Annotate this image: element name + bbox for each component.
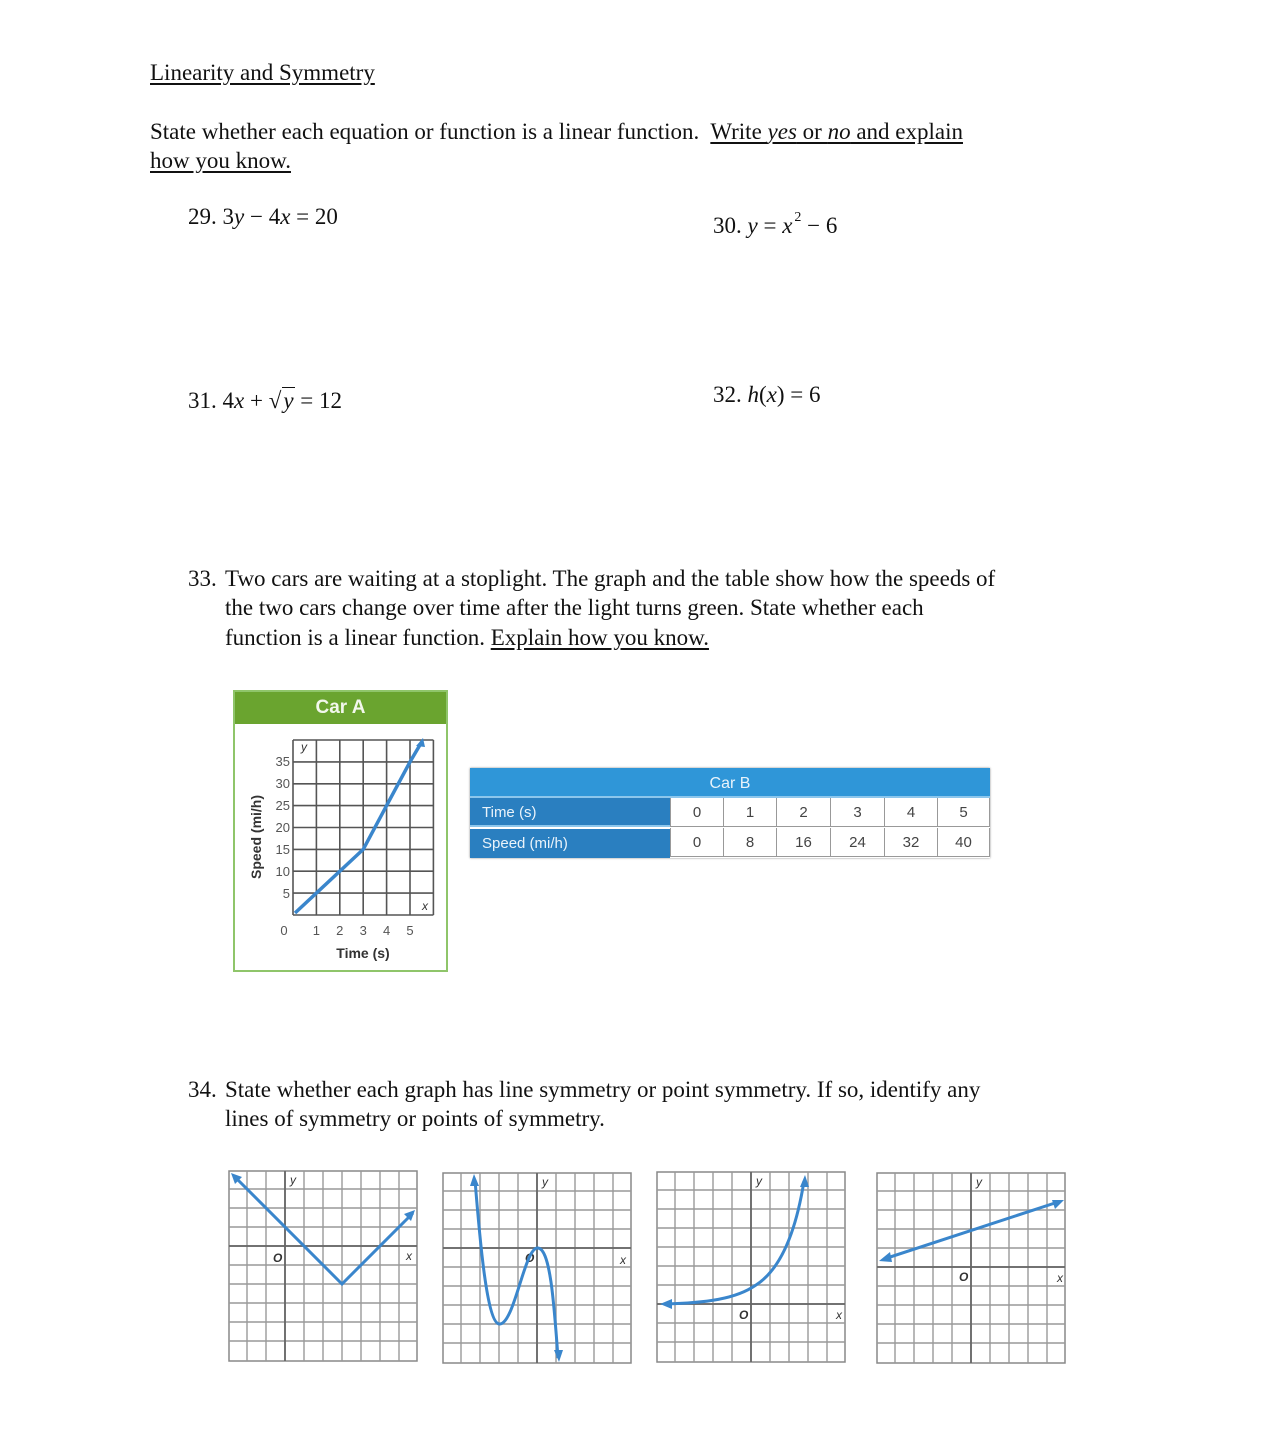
svg-text:25: 25: [275, 798, 290, 813]
svg-text:x: x: [406, 1249, 412, 1263]
instructions-line-1: [150, 117, 963, 146]
symmetry-graph-2: [442, 1172, 632, 1364]
table-cell: 4: [884, 798, 937, 827]
problem-31: 31. 4x + √y = 12: [188, 388, 343, 413]
problem-30: 30. y = x $^2$ − 6: [713, 210, 838, 238]
svg-text:O: O: [739, 1308, 749, 1322]
car-b-title: Car B: [470, 768, 990, 798]
table-cell: 0: [670, 828, 723, 857]
instructions-lead: State whether each equation or function is a linear function.: [150, 119, 700, 144]
symmetry-graph-1: [228, 1170, 418, 1362]
svg-text:3: 3: [359, 923, 367, 938]
problem-34-line-2: lines of symmetry or points of symmetry.: [225, 1106, 605, 1131]
problem-33-number: 33.: [188, 566, 217, 591]
car-a-title: Car A: [235, 692, 446, 724]
svg-text:2: 2: [336, 923, 344, 938]
table-cell: 32: [884, 828, 937, 857]
table-cell: 0: [670, 798, 723, 827]
svg-text:1: 1: [312, 923, 321, 938]
svg-text:4: 4: [382, 923, 391, 938]
car-b-row-label-time: Time (s): [470, 798, 670, 827]
table-cell: 24: [830, 828, 884, 857]
problem-33-line-3: function is a linear function. Explain how you know.: [225, 625, 709, 650]
svg-text:30: 30: [275, 776, 290, 791]
problem-34-line-1: State whether each graph has line symmetry or point symmetry. If so, identify any: [225, 1077, 981, 1102]
svg-text:x: x: [836, 1308, 842, 1322]
svg-text:y: y: [301, 740, 307, 754]
svg-text:O: O: [959, 1270, 969, 1284]
table-cell: 1: [723, 798, 776, 827]
problem-33-line-1: Two cars are waiting at a stoplight. The graph and the table show how the speeds of: [225, 566, 996, 591]
car-a-plot: [235, 724, 446, 970]
svg-text:x: x: [422, 899, 428, 913]
table-cell: 16: [776, 828, 830, 857]
svg-text:O: O: [273, 1251, 283, 1265]
table-cell: 40: [937, 828, 990, 857]
problem-29: 29. 3y − 4x = 20: [188, 204, 338, 229]
svg-text:x: x: [620, 1253, 626, 1267]
table-cell: 2: [776, 798, 830, 827]
svg-text:x: x: [1057, 1271, 1063, 1285]
car-b-row-label-speed: Speed (mi/h): [470, 829, 670, 858]
svg-text:5: 5: [406, 923, 414, 938]
problem-32: 32. h(x) = 6: [713, 382, 821, 407]
worksheet-title: Linearity and Symmetry: [150, 60, 375, 85]
svg-text:35: 35: [275, 754, 290, 769]
symmetry-graph-4: [876, 1172, 1066, 1364]
svg-text:10: 10: [275, 864, 290, 879]
svg-text:5: 5: [282, 886, 290, 901]
svg-text:0: 0: [280, 923, 288, 938]
table-cell: 3: [830, 798, 884, 827]
car-a-ylabel: Speed (mi/h): [248, 794, 264, 880]
svg-text:y: y: [976, 1175, 982, 1189]
car-a-xlabel: Time (s): [336, 945, 390, 961]
problem-33-line-2: the two cars change over time after the light turns green. State whether each: [225, 595, 924, 620]
car-a-graph: [233, 690, 448, 972]
svg-text:y: y: [756, 1174, 762, 1188]
symmetry-graph-3: [656, 1171, 846, 1363]
problem-34-number: 34.: [188, 1077, 217, 1102]
table-cell: 5: [937, 798, 990, 827]
instructions-directive: Write yes or no and explain: [710, 119, 963, 144]
car-b-table: [470, 768, 990, 858]
svg-text:y: y: [290, 1173, 296, 1187]
table-cell: 8: [723, 828, 776, 857]
svg-text:y: y: [542, 1175, 548, 1189]
instructions-line-2: how you know.: [150, 148, 291, 173]
svg-text:O: O: [525, 1251, 535, 1265]
svg-text:15: 15: [275, 842, 290, 857]
svg-text:20: 20: [275, 820, 290, 835]
